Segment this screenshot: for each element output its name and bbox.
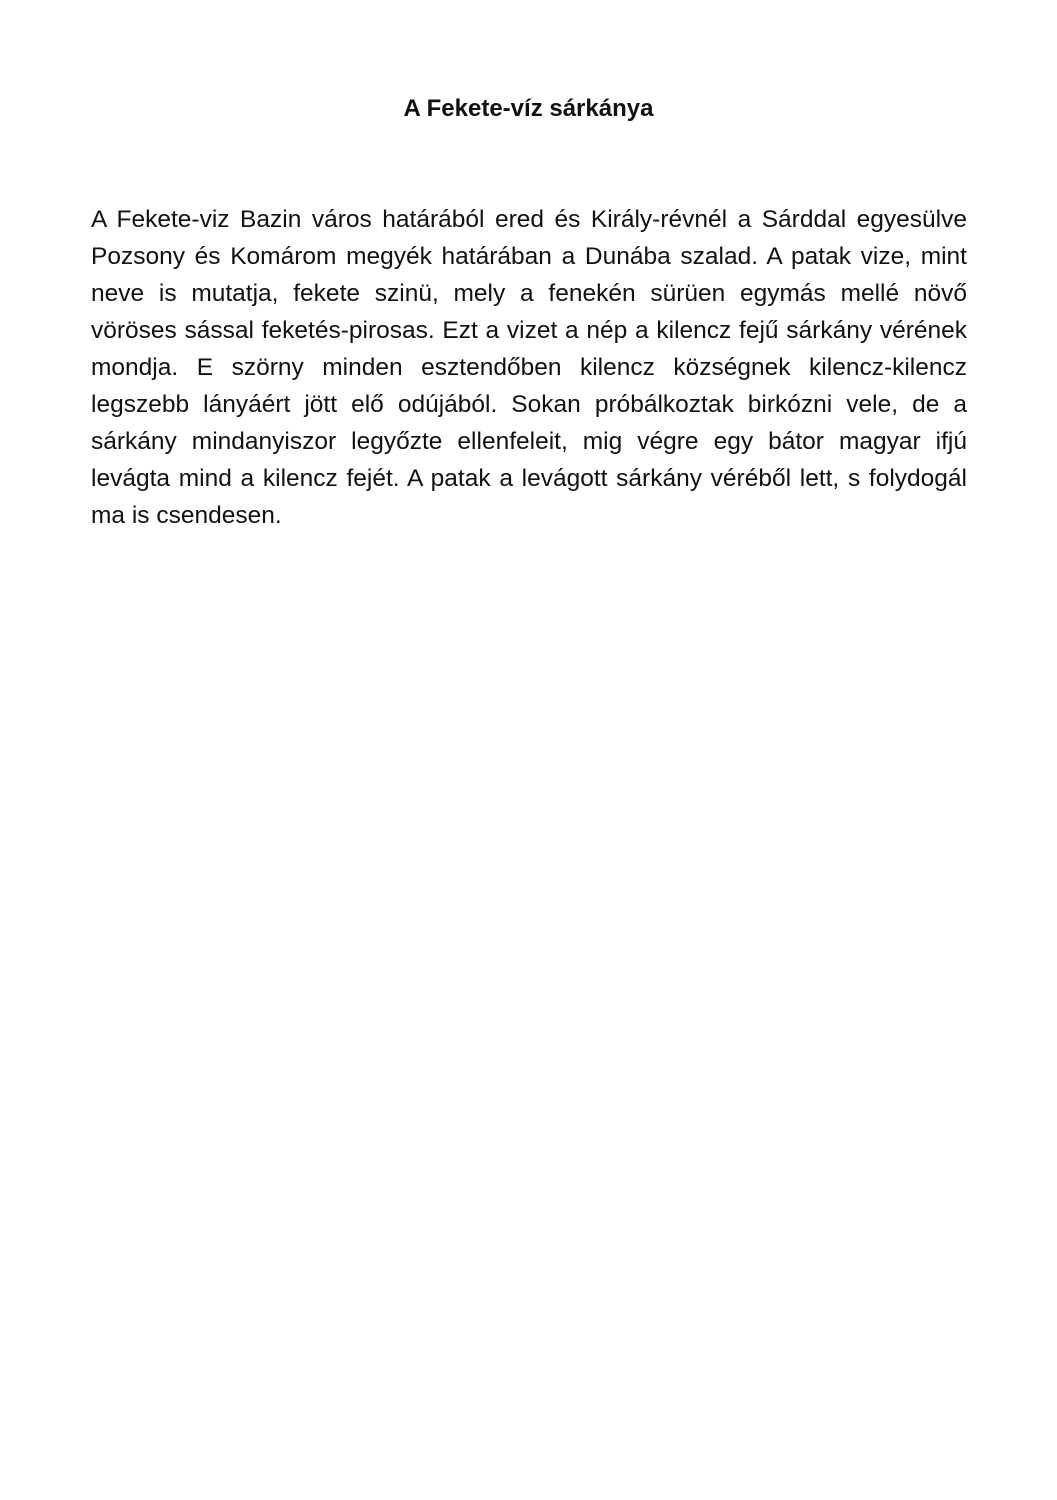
body-paragraph: A Fekete-viz Bazin város határából ered és Király-révnél a Sárddal egyesülve Pozsony és Komárom megyék határában a Dunába szalad. A patak vize, mint neve is mutatja, fekete szinü, mely a fenekén sürüen egymás mellé növő vöröses sással feketés-pirosas. Ezt a vizet a nép a kilencz fejű sárkány vérének mondja. E szörny minden esztendőben kilencz községnek kilencz-kilencz legszebb lányáért jött elő odújából. Sokan próbálkoztak birkózni vele, de a sárkány mindanyiszor legyőzte ellenfeleit, mig végre egy bátor magyar ifjú levágta mind a kilencz fejét. A patak a levágott sárkány véréből lett, s folydogál ma is csendesen.	[91, 206, 967, 529]
document-title: A Fekete-víz sárkánya	[403, 95, 654, 122]
